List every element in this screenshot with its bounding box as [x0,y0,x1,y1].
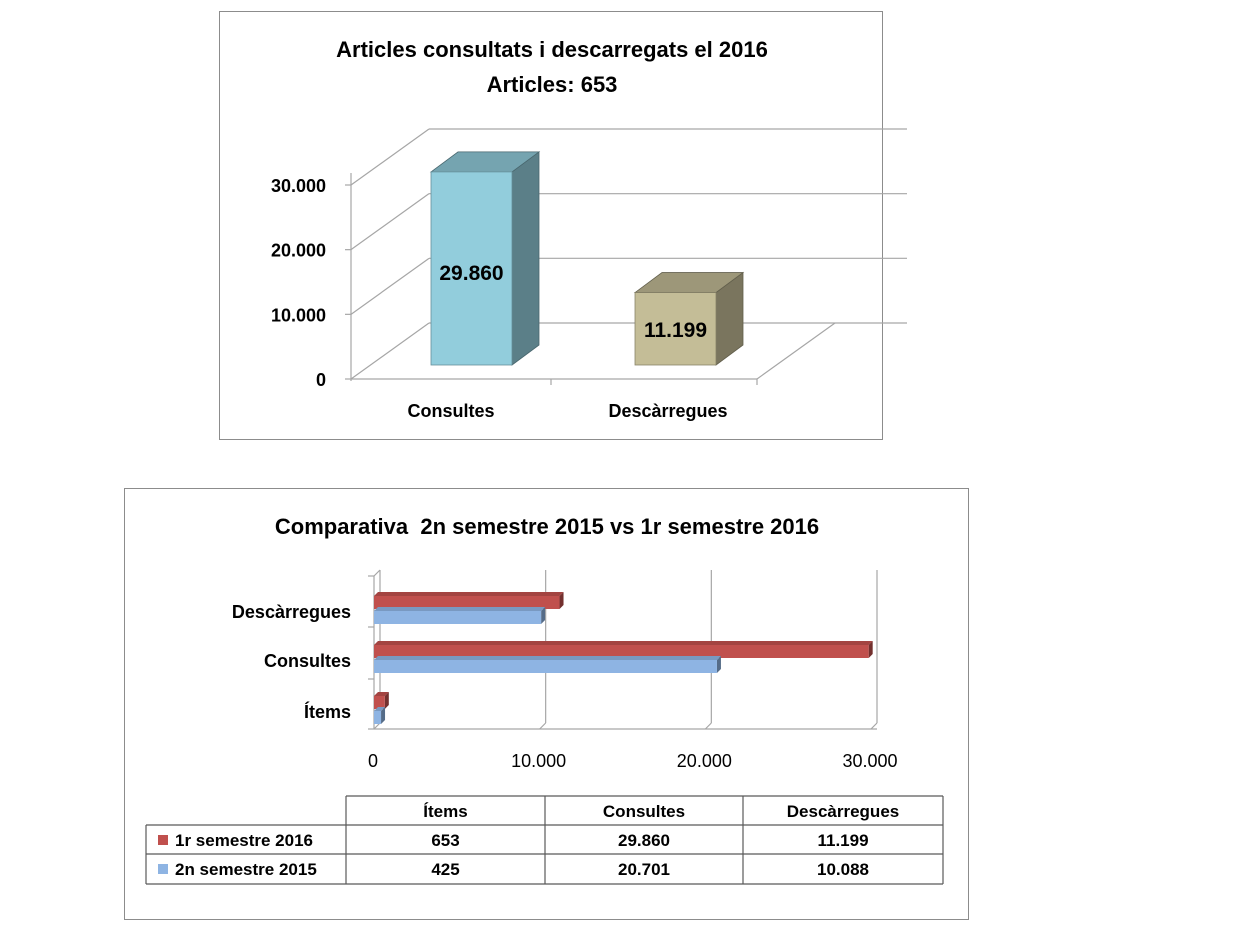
table-header: Ítems [423,802,468,821]
table-cell: 425 [431,860,460,879]
table-header: Descàrregues [786,802,900,821]
bar-2n-2015-ítems [374,711,381,724]
gridline-side [351,323,429,379]
table-cell: 10.088 [817,860,869,879]
y-tick-label: 0 [315,370,326,390]
gridline-side [351,129,429,185]
gridline-floor [871,723,877,729]
bar-top-face [374,592,564,596]
chart-title: Comparativa 2n semestre 2015 vs 1r semestre 2016 [274,514,820,539]
x-tick-label: 0 [367,751,379,771]
chart-subtitle: Articles: 653 [486,72,618,97]
y-category-label: Ítems [303,702,351,722]
bar-2n-2015-descàrregues [374,611,541,624]
gridline-side [351,194,429,250]
y-tick-label: 20.000 [270,240,326,261]
legend-swatch [158,864,168,874]
bar-top-face [374,641,873,645]
bar-value-label: 11.199 [643,318,708,342]
chart-panel-articles-2016 [219,11,883,440]
chart-comparativa [125,489,970,921]
x-tick-label: 10.000 [511,751,567,771]
chart-articles-2016 [220,12,884,441]
x-tick-label: 30.000 [842,751,898,771]
x-category-label: Consultes [407,401,495,421]
x-tick-label: 20.000 [676,751,732,771]
gridline-floor [540,723,546,729]
y-category-label: Descàrregues [231,602,351,622]
x-category-label: Descàrregues [608,401,728,421]
table-cell: 653 [431,831,460,850]
legend-label: 2n semestre 2015 [175,860,317,879]
table-header: Consultes [602,802,686,821]
y-tick-label: 10.000 [270,305,326,326]
legend-label: 1r semestre 2016 [175,831,314,850]
gridline-floor [705,723,711,729]
bar-value-label: 29.860 [439,262,504,286]
table-cell: 20.701 [618,860,670,879]
gridline-side [351,258,429,314]
chart-title: Articles consultats i descarregats el 2016 [336,37,768,62]
axis-corner [374,570,380,576]
table-cell: 29.860 [618,831,670,850]
table-cell: 11.199 [817,831,869,850]
legend-swatch [158,835,168,845]
y-category-label: Consultes [263,651,351,671]
bar-side-consultes [512,152,539,365]
y-tick-label: 30.000 [270,176,326,196]
chart-panel-comparativa [124,488,969,920]
floor-right-edge [757,323,835,379]
bar-2n-2015-consultes [374,660,717,673]
bar-top-face [374,656,721,660]
bar-top-face [374,607,545,611]
